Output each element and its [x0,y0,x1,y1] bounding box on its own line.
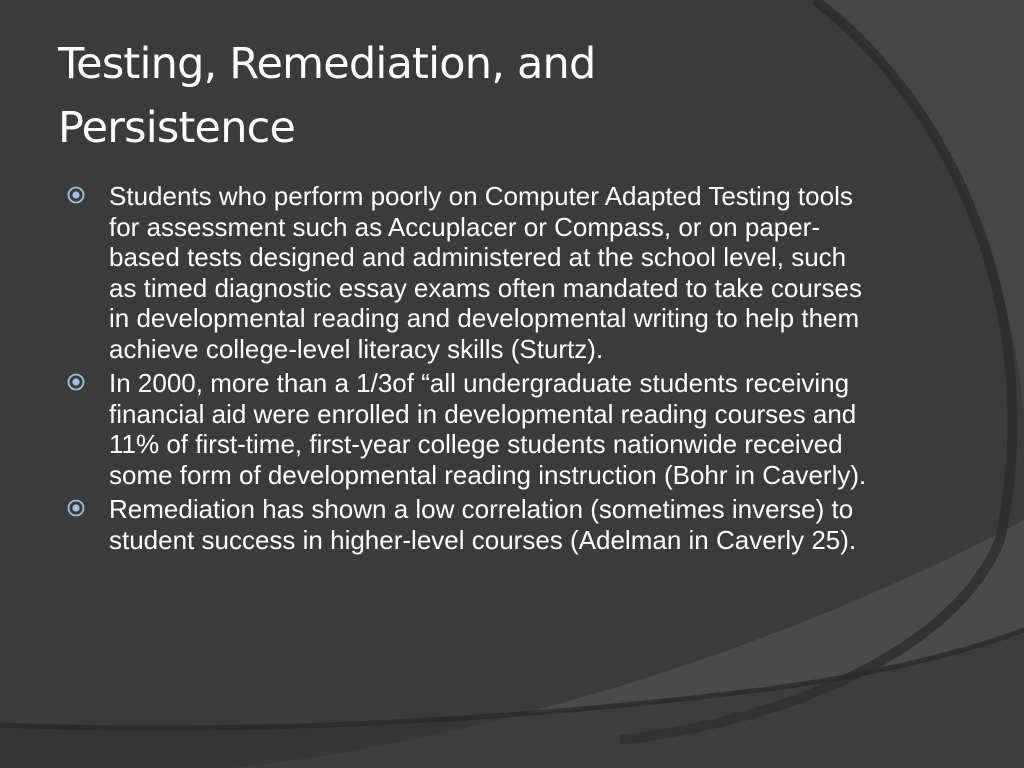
bullet-text: Remediation has shown a low correlation (sometimes inverse) to student success in higher-level courses (Adelman in Caverly 25). [109,494,857,555]
circled-dot-icon [67,373,85,391]
circled-dot-icon [67,499,85,517]
bullet-item [62,368,877,490]
slide-title: Testing, Remediation, and Persistence [58,39,596,153]
circled-dot-icon [67,186,85,204]
bullet-text: In 2000, more than a 1/3of “all undergraduate students receiving financial aid were enrolled in developmental reading courses and 11% of first-time, first-year college students nationwide received some form of developmental reading instruction (Bohr in Caverly). [109,368,867,490]
bullet-list [62,181,877,559]
bullet-text: Students who perform poorly on Computer Adapted Testing tools for assessment such as Accuplacer or Compass, or on paper-based tests designed and administered at the school level, such as timed diagnostic essay exams often mandated to take courses in developmental reading and developmental writing to help them achieve college-level literacy skills (Sturtz). [109,181,862,364]
bullet-item [62,181,877,364]
bullet-item [62,494,877,555]
